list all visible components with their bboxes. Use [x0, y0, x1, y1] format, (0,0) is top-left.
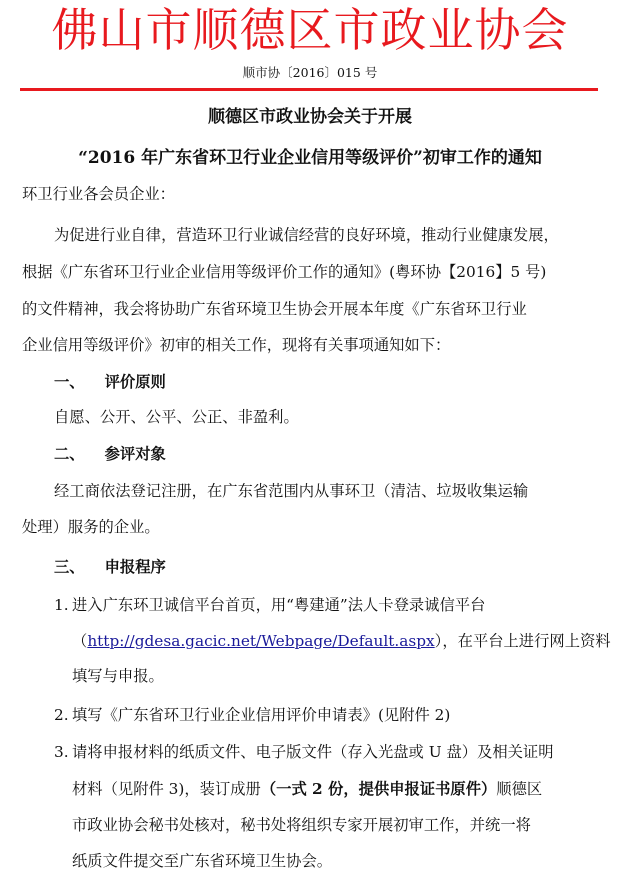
step-1-line-2-tail: ），在平台上进行网上资料 [434, 632, 611, 650]
intro-line-4: 企业信用等级评价》初审的相关工作，现将有关事项通知如下： [22, 336, 451, 354]
section-2-line-2: 处理）服务的企业。 [22, 518, 160, 536]
section-1-number: 一、 [54, 373, 85, 391]
step-3-bold-note: （一式 2 份，提供申报证书原件） [260, 780, 497, 798]
step-3-line-2-start: 材料（见附件 3)，装订成册 [72, 780, 261, 798]
section-2-title: 参评对象 [104, 445, 166, 463]
step-3-line-4: 纸质文件提交至广东省环境卫生协会。 [72, 852, 333, 870]
step-2-text: 填写《广东省环卫行业企业信用评价申请表》(见附件 2) [72, 706, 451, 724]
section-3-title: 申报程序 [104, 558, 166, 576]
section-3-number: 三、 [54, 558, 85, 576]
step-1-number: 1. [54, 596, 69, 614]
section-3-heading [54, 555, 166, 579]
salutation: 环卫行业各会员企业： [22, 185, 175, 203]
red-divider [20, 88, 598, 91]
section-1-heading [54, 370, 166, 394]
section-2-number: 二、 [54, 445, 85, 463]
section-1-title: 评价原则 [104, 373, 166, 391]
notice-title-line1: 顺德区市政业协会关于开展 [208, 107, 412, 127]
step-3-line-3: 市政业协会秘书处核对，秘书处将组织专家开展初审工作，并统一将 [72, 816, 531, 834]
notice-title-line2: “2016 年广东省环卫行业企业信用等级评价”初审工作的通知 [78, 148, 542, 168]
step-3-line-2 [72, 777, 542, 801]
letterhead-title: 佛山市顺德区市政业协会 [51, 3, 569, 57]
step-1-line-3: 填写与申报。 [72, 667, 164, 685]
section-2-heading [54, 442, 166, 466]
document-number: 顺市协〔2016〕015 号 [242, 65, 378, 80]
intro-line-1: 为促进行业自律，营造环卫行业诚信经营的良好环境，推动行业健康发展， [54, 226, 559, 244]
step-3-line-1: 请将申报材料的纸质文件、电子版文件（存入光盘或 U 盘）及相关证明 [72, 743, 554, 761]
paren-open: （ [72, 632, 88, 650]
section-2-line-1: 经工商依法登记注册，在广东省范围内从事环卫（清洁、垃圾收集运输 [54, 482, 529, 500]
step-1-line-2 [72, 629, 611, 653]
platform-link[interactable]: http://gdesa.gacic.net/Webpage/Default.aspx [87, 632, 435, 650]
intro-line-3: 的文件精神，我会将协助广东省环境卫生协会开展本年度《广东省环卫行业 [22, 300, 527, 318]
step-3-line-2-end: 顺德区 [496, 780, 543, 798]
step-1-line-1: 进入广东环卫诚信平台首页，用“粤建通”法人卡登录诚信平台 [72, 596, 486, 614]
step-2-number: 2. [54, 706, 69, 724]
section-1-body: 自愿、公开、公平、公正、非盈利。 [54, 408, 299, 426]
intro-line-2: 根据《广东省环卫行业企业信用等级评价工作的通知》(粤环协【2016】5 号) [22, 263, 547, 281]
step-3-number: 3. [54, 743, 69, 761]
